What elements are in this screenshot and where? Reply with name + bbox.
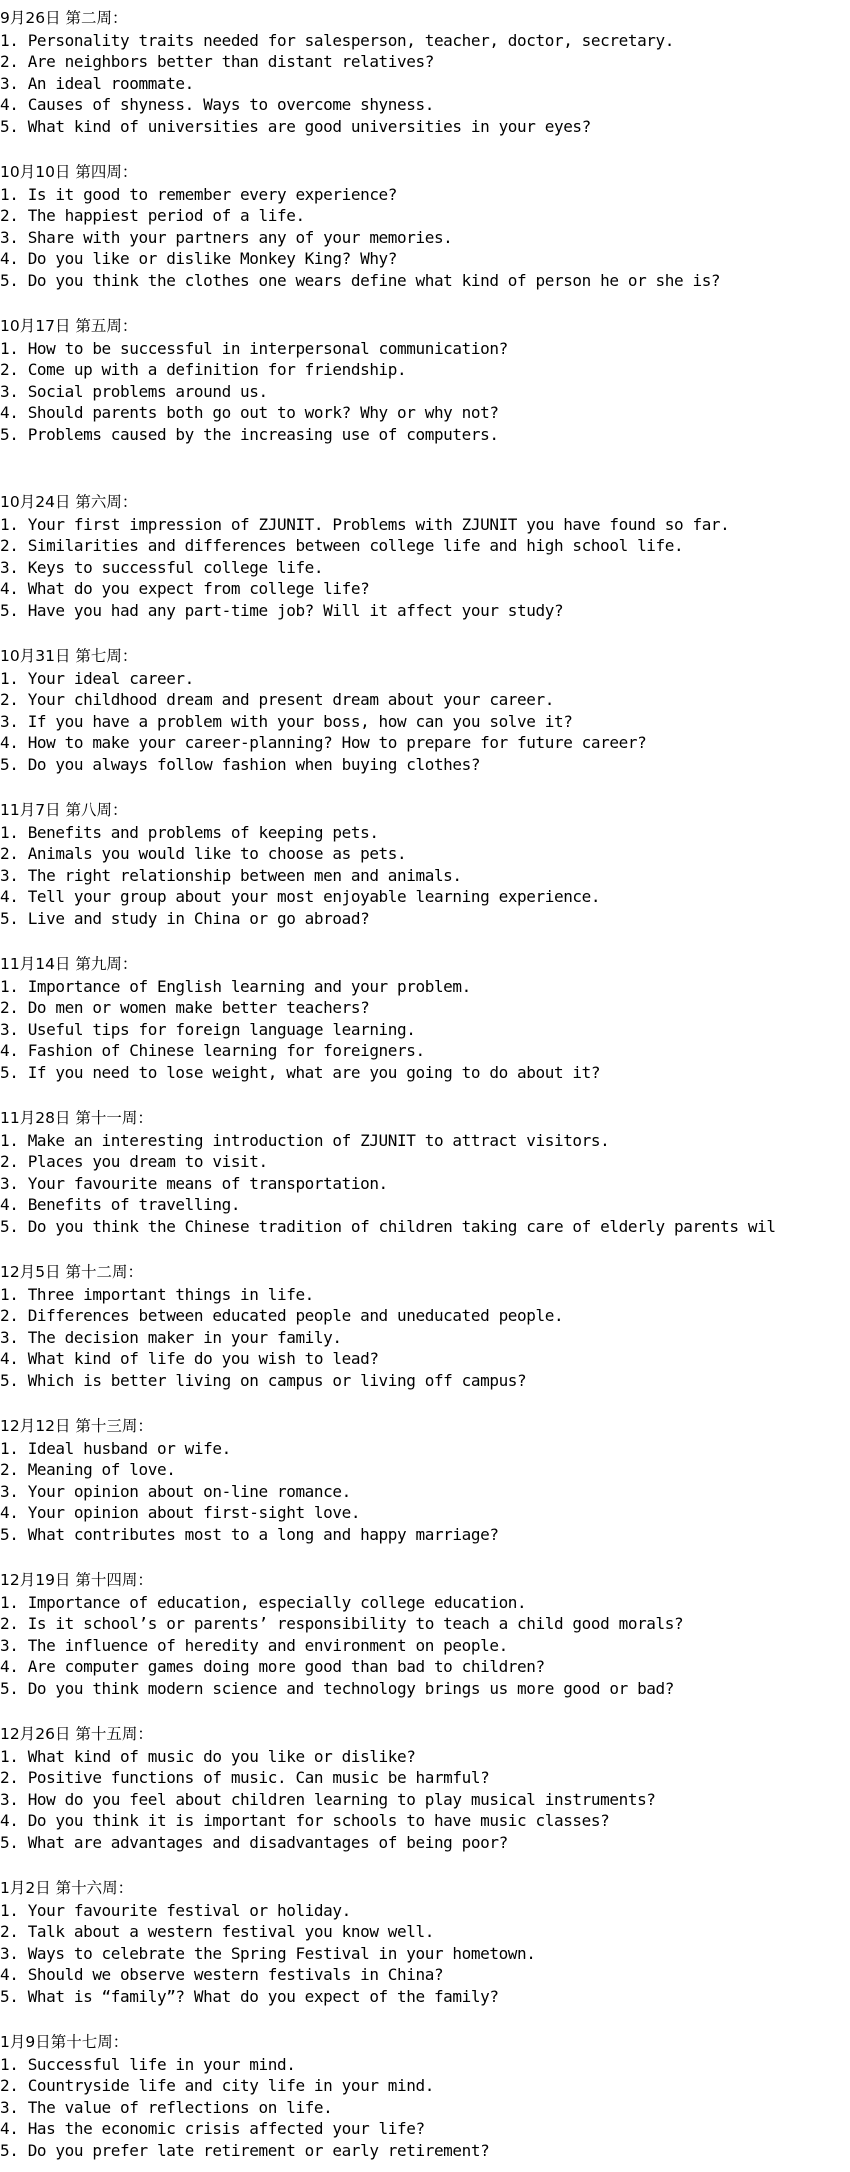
week-section bbox=[0, 800, 850, 930]
topic-item: 2. Animals you would like to choose as pets. bbox=[0, 844, 407, 864]
topic-item: 2. Meaning of love. bbox=[0, 1460, 176, 1480]
topic-item: 2. Is it school’s or parents’ responsibility to teach a child good morals? bbox=[0, 1614, 684, 1634]
week-heading: 11月14日 第九周： bbox=[0, 955, 138, 973]
topic-item: 5. Do you think the Chinese tradition of children taking care of elderly parents wil bbox=[0, 1216, 776, 1236]
topic-item: 4. Do you like or dislike Monkey King? Why? bbox=[0, 249, 398, 269]
week-section bbox=[0, 162, 850, 292]
topic-item: 4. Has the economic crisis affected your life? bbox=[0, 2119, 425, 2139]
week-section bbox=[0, 8, 850, 138]
topic-item: 4. What kind of life do you wish to lead? bbox=[0, 1349, 379, 1369]
topic-item: 3. The value of reflections on life. bbox=[0, 2097, 333, 2117]
topic-item: 3. The decision maker in your family. bbox=[0, 1327, 342, 1347]
topic-item: 4. Fashion of Chinese learning for foreigners. bbox=[0, 1041, 425, 1061]
week-heading: 11月28日 第十一周： bbox=[0, 1109, 153, 1127]
topic-item: 5. Do you think modern science and technology brings us more good or bad? bbox=[0, 1678, 674, 1698]
topic-item: 1. Three important things in life. bbox=[0, 1284, 314, 1304]
topic-item: 1. Is it good to remember every experience? bbox=[0, 184, 398, 204]
topic-item: 4. Should we observe western festivals in China? bbox=[0, 1965, 444, 1985]
topic-item: 2. Positive functions of music. Can music be harmful? bbox=[0, 1768, 490, 1788]
topic-item: 2. Places you dream to visit. bbox=[0, 1152, 268, 1172]
topic-item: 1. Benefits and problems of keeping pets. bbox=[0, 822, 379, 842]
topic-item: 5. Problems caused by the increasing use of computers. bbox=[0, 424, 499, 444]
topic-item: 1. Successful life in your mind. bbox=[0, 2054, 296, 2074]
topic-item: 5. What kind of universities are good universities in your eyes? bbox=[0, 116, 591, 136]
topic-item: 1. Your favourite festival or holiday. bbox=[0, 1900, 351, 1920]
week-section bbox=[0, 1878, 850, 2008]
topic-item: 1. Ideal husband or wife. bbox=[0, 1438, 231, 1458]
week-heading: 10月10日 第四周： bbox=[0, 163, 138, 181]
week-section bbox=[0, 954, 850, 1084]
topic-item: 2. Your childhood dream and present dream about your career. bbox=[0, 690, 554, 710]
topic-item: 2. Countryside life and city life in your mind. bbox=[0, 2076, 434, 2096]
topic-item: 5. If you need to lose weight, what are you going to do about it? bbox=[0, 1062, 601, 1082]
topic-item: 2. Differences between educated people and uneducated people. bbox=[0, 1306, 564, 1326]
topic-item: 3. Your opinion about on-line romance. bbox=[0, 1481, 351, 1501]
topic-item: 3. Your favourite means of transportation. bbox=[0, 1173, 388, 1193]
week-heading: 1月2日 第十六周： bbox=[0, 1879, 134, 1897]
week-section bbox=[0, 1416, 850, 1546]
topic-item: 4. Tell your group about your most enjoyable learning experience. bbox=[0, 887, 601, 907]
topic-item: 3. If you have a problem with your boss, how can you solve it? bbox=[0, 711, 573, 731]
topic-item: 1. Importance of English learning and your problem. bbox=[0, 976, 471, 996]
topic-item: 3. Keys to successful college life. bbox=[0, 557, 324, 577]
week-heading: 11月7日 第八周： bbox=[0, 801, 128, 819]
topic-item: 1. Your ideal career. bbox=[0, 668, 194, 688]
week-section bbox=[0, 316, 850, 446]
topic-item: 4. Your opinion about first-sight love. bbox=[0, 1503, 361, 1523]
topic-item: 5. Live and study in China or go abroad? bbox=[0, 908, 370, 928]
week-section bbox=[0, 1108, 850, 1238]
week-section bbox=[0, 2032, 850, 2162]
topic-item: 2. Are neighbors better than distant relatives? bbox=[0, 52, 434, 72]
topic-item: 5. What is “family”? What do you expect of the family? bbox=[0, 1986, 499, 2006]
topic-item: 2. Do men or women make better teachers? bbox=[0, 998, 370, 1018]
week-heading: 12月19日 第十四周： bbox=[0, 1571, 153, 1589]
topic-item: 5. Do you think the clothes one wears define what kind of person he or she is? bbox=[0, 270, 721, 290]
week-heading: 12月26日 第十五周： bbox=[0, 1725, 153, 1743]
week-heading: 1月9日第十七周： bbox=[0, 2033, 129, 2051]
week-heading: 10月24日 第六周： bbox=[0, 493, 138, 511]
topic-item: 3. How do you feel about children learning to play musical instruments? bbox=[0, 1789, 656, 1809]
topic-item: 4. Do you think it is important for schools to have music classes? bbox=[0, 1811, 610, 1831]
topic-item: 3. Social problems around us. bbox=[0, 381, 268, 401]
topic-item: 5. Do you prefer late retirement or early retirement? bbox=[0, 2140, 490, 2160]
topic-item: 1. How to be successful in interpersonal communication? bbox=[0, 338, 508, 358]
topic-item: 3. The right relationship between men and animals. bbox=[0, 865, 462, 885]
topic-item: 3. The influence of heredity and environment on people. bbox=[0, 1635, 508, 1655]
topic-item: 3. Ways to celebrate the Spring Festival in your hometown. bbox=[0, 1943, 536, 1963]
week-heading: 12月12日 第十三周： bbox=[0, 1417, 153, 1435]
topic-item: 4. Should parents both go out to work? Why or why not? bbox=[0, 403, 499, 423]
topic-item: 3. An ideal roommate. bbox=[0, 73, 194, 93]
topic-item: 5. Have you had any part-time job? Will it affect your study? bbox=[0, 600, 564, 620]
topic-item: 1. Your first impression of ZJUNIT. Problems with ZJUNIT you have found so far. bbox=[0, 514, 730, 534]
topic-item: 1. Importance of education, especially college education. bbox=[0, 1592, 527, 1612]
topic-item: 5. What are advantages and disadvantages of being poor? bbox=[0, 1832, 508, 1852]
week-heading: 10月31日 第七周： bbox=[0, 647, 138, 665]
topic-item: 5. Do you always follow fashion when buying clothes? bbox=[0, 754, 481, 774]
topic-item: 3. Useful tips for foreign language learning. bbox=[0, 1019, 416, 1039]
week-section bbox=[0, 492, 850, 622]
week-section bbox=[0, 1570, 850, 1700]
topic-item: 1. What kind of music do you like or dislike? bbox=[0, 1746, 416, 1766]
topic-item: 4. Are computer games doing more good than bad to children? bbox=[0, 1657, 545, 1677]
topic-item: 3. Share with your partners any of your memories. bbox=[0, 227, 453, 247]
topic-item: 2. Similarities and differences between college life and high school life. bbox=[0, 536, 684, 556]
week-heading: 12月5日 第十二周： bbox=[0, 1263, 144, 1281]
topic-item: 2. Talk about a western festival you know well. bbox=[0, 1922, 434, 1942]
topic-item: 4. How to make your career-planning? How to prepare for future career? bbox=[0, 733, 647, 753]
week-section bbox=[0, 1262, 850, 1392]
topic-item: 4. Causes of shyness. Ways to overcome shyness. bbox=[0, 95, 434, 115]
topic-item: 4. What do you expect from college life? bbox=[0, 579, 370, 599]
topic-item: 2. Come up with a definition for friendship. bbox=[0, 360, 407, 380]
topic-item: 1. Make an interesting introduction of ZJUNIT to attract visitors. bbox=[0, 1130, 610, 1150]
week-heading: 10月17日 第五周： bbox=[0, 317, 138, 335]
week-section bbox=[0, 646, 850, 776]
week-heading: 9月26日 第二周： bbox=[0, 9, 128, 27]
topic-item: 4. Benefits of travelling. bbox=[0, 1195, 241, 1215]
topic-item: 5. Which is better living on campus or living off campus? bbox=[0, 1370, 527, 1390]
topic-item: 5. What contributes most to a long and happy marriage? bbox=[0, 1524, 499, 1544]
week-section bbox=[0, 1724, 850, 1854]
topic-item: 1. Personality traits needed for salesperson, teacher, doctor, secretary. bbox=[0, 30, 674, 50]
topic-item: 2. The happiest period of a life. bbox=[0, 206, 305, 226]
